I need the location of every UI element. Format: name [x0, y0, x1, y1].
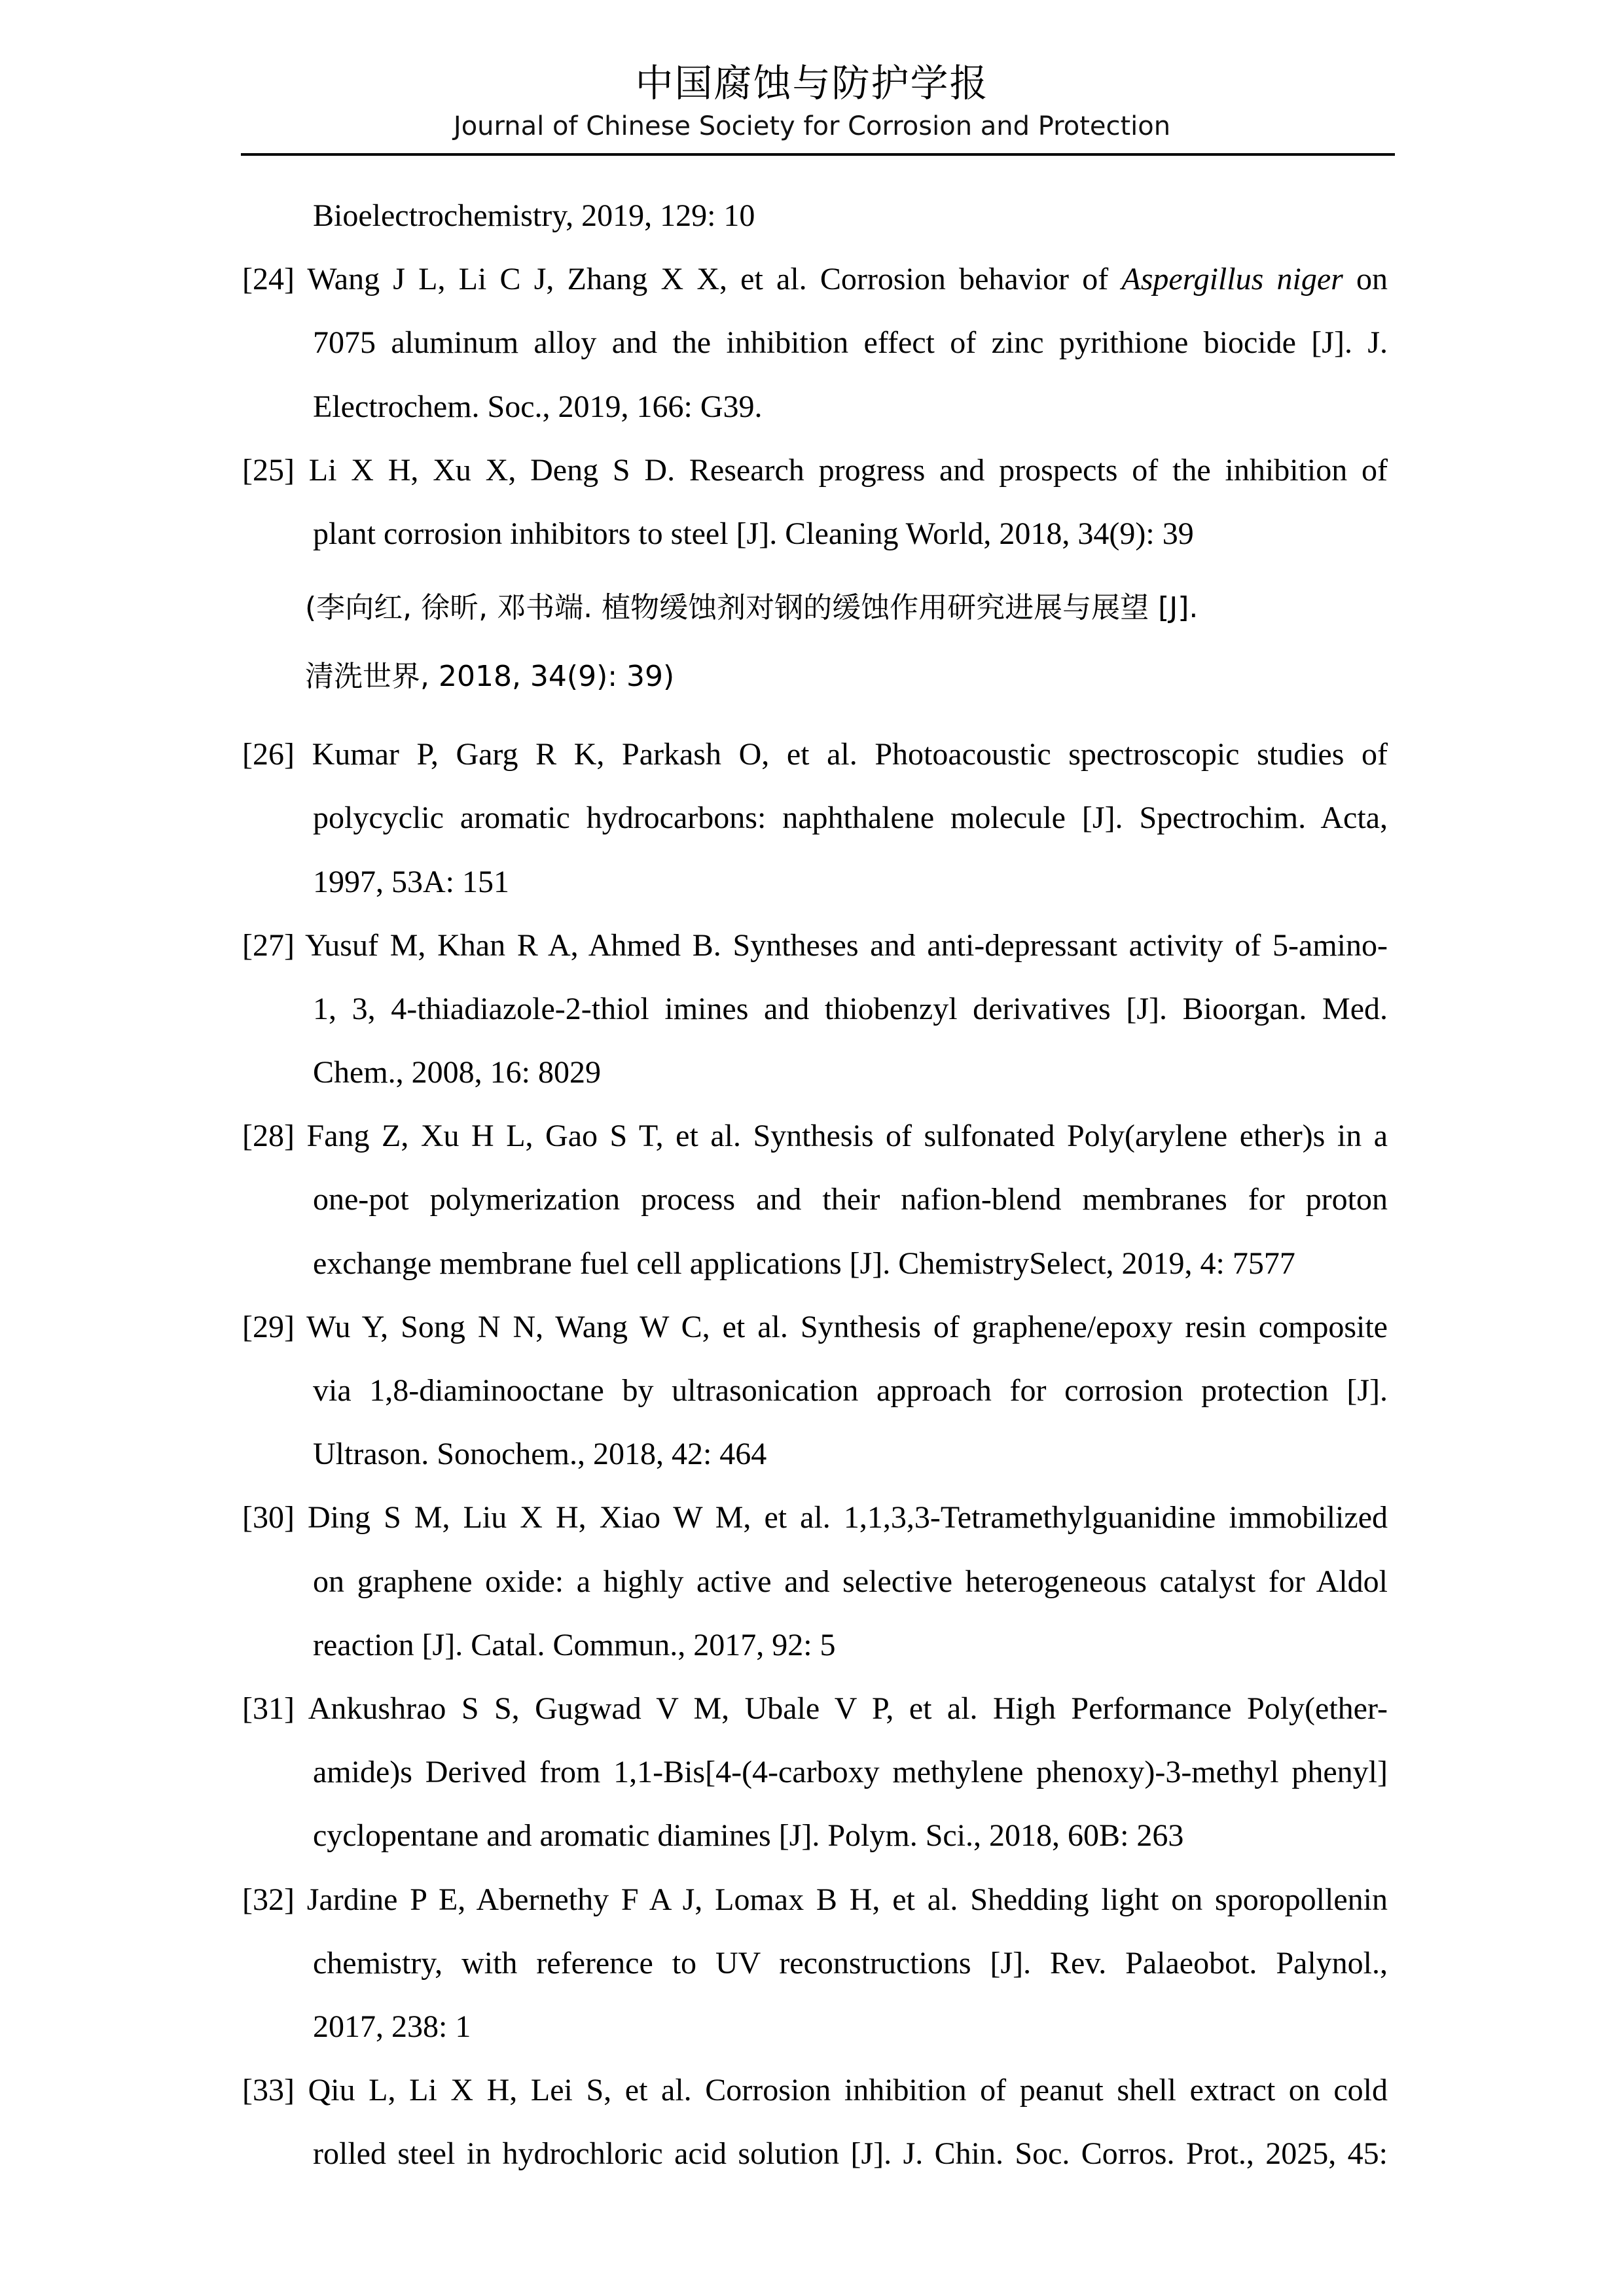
reference-text: Fang Z, Xu H L, Gao S T, et al. Synthesis of sulfonated Poly(arylene ether)s in a — [306, 1119, 1388, 1154]
reference-line: exchange membrane fuel cell applications [J]. ChemistrySelect, 2019, 4: 7577 — [313, 1246, 1295, 1281]
reference-line: chemistry, with reference to UV reconstructions [J]. Rev. Palaeobot. Palynol., — [313, 1945, 1388, 1981]
reference-text-cn: (李向红, 徐昕, 邓书端. 植物缓蚀剂对钢的缓蚀作用研究进展与展望 [J]. — [305, 591, 1199, 625]
reference-line: via 1,8-diaminooctane by ultrasonication approach for corrosion protection [J]. — [313, 1373, 1388, 1408]
reference-text-cn: 清洗世界, 2018, 34(9): 39) — [305, 660, 675, 694]
reference-line — [242, 1677, 1388, 1740]
reference-item-28 — [242, 1104, 1388, 1295]
reference-text: Ankushrao S S, Gugwad V M, Ubale V P, et al. High Performance Poly(ether- — [308, 1691, 1388, 1726]
reference-item-24 — [242, 247, 1388, 439]
reference-text: on — [1343, 262, 1388, 297]
reference-number: [24] — [242, 262, 295, 297]
reference-text: Wu Y, Song N N, Wang W C, et al. Synthesis of graphene/epoxy resin composite — [306, 1309, 1388, 1344]
header-divider — [241, 153, 1395, 156]
reference-line: cyclopentane and aromatic diamines [J]. Polym. Sci., 2018, 60B: 263 — [313, 1818, 1184, 1854]
reference-number: [29] — [242, 1309, 295, 1344]
reference-text: Jardine P E, Abernethy F A J, Lomax B H, et al. Shedding light on sporopollenin — [306, 1882, 1388, 1917]
reference-line — [242, 2058, 1388, 2122]
reference-item-27 — [242, 914, 1388, 1105]
reference-line: 1, 3, 4-thiadiazole-2-thiol imines and thiobenzyl derivatives [J]. Bioorgan. Med. — [313, 991, 1388, 1026]
journal-title-en: Journal of Chinese Society for Corrosion and Protection — [453, 111, 1171, 141]
reference-number: [33] — [242, 2073, 295, 2108]
reference-line: 1997, 53A: 151 — [313, 864, 509, 899]
reference-text: Kumar P, Garg R K, Parkash O, et al. Photoacoustic spectroscopic studies of — [312, 737, 1388, 772]
reference-line: Ultrason. Sonochem., 2018, 42: 464 — [313, 1437, 767, 1472]
reference-text: Wang J L, Li C J, Zhang X X, et al. Corrosion behavior of — [307, 262, 1122, 297]
reference-number: [31] — [242, 1691, 295, 1726]
journal-title-cn: 中国腐蚀与防护学报 — [635, 61, 989, 105]
reference-item-25 — [242, 439, 1388, 723]
reference-number: [32] — [242, 1882, 295, 1917]
reference-line — [242, 1104, 1388, 1168]
reference-number: [26] — [242, 737, 295, 772]
reference-item-26 — [242, 723, 1388, 914]
reference-line: polycyclic aromatic hydrocarbons: naphthalene molecule [J]. Spectrochim. Acta, — [313, 800, 1388, 836]
reference-line — [242, 914, 1388, 977]
reference-line: rolled steel in hydrochloric acid solution [J]. J. Chin. Soc. Corros. Prot., 2025, 45: — [313, 2136, 1388, 2172]
reference-line: amide)s Derived from 1,1-Bis[4-(4-carboxy methylene phenoxy)-3-methyl phenyl] — [313, 1755, 1388, 1790]
reference-line-cn — [242, 565, 1373, 651]
reference-line: Electrochem. Soc., 2019, 166: G39. — [313, 389, 763, 424]
reference-line — [242, 1486, 1388, 1549]
reference-line: Bioelectrochemistry, 2019, 129: 10 — [313, 198, 755, 233]
reference-line — [242, 1868, 1388, 1931]
reference-number: [30] — [242, 1500, 295, 1535]
reference-line — [242, 247, 1388, 311]
reference-item-29 — [242, 1295, 1388, 1486]
reference-text: Ding S M, Liu X H, Xiao W M, et al. 1,1,3,3-Tetramethylguanidine immobilized — [308, 1500, 1388, 1535]
reference-line: reaction [J]. Catal. Commun., 2017, 92: 5 — [313, 1627, 836, 1662]
reference-number: [28] — [242, 1119, 295, 1154]
reference-text: Yusuf M, Khan R A, Ahmed B. Syntheses and anti-depressant activity of 5-amino- — [304, 927, 1388, 963]
reference-line: 2017, 238: 1 — [313, 2009, 471, 2044]
reference-line — [242, 1295, 1388, 1359]
reference-text: Qiu L, Li X H, Lei S, et al. Corrosion inhibition of peanut shell extract on cold — [308, 2073, 1388, 2108]
reference-number: [27] — [242, 927, 295, 963]
reference-text: Li X H, Xu X, Deng S D. Research progress and prospects of the inhibition of — [308, 452, 1388, 488]
species-name: Aspergillus niger — [1121, 262, 1343, 297]
reference-item-33 — [242, 2058, 1388, 2185]
reference-line: on graphene oxide: a highly active and selective heterogeneous catalyst for Aldol — [313, 1564, 1388, 1599]
reference-line — [242, 723, 1388, 786]
reference-line: 7075 aluminum alloy and the inhibition effect of zinc pyrithione biocide [J]. J. — [313, 325, 1388, 361]
reference-item-30 — [242, 1486, 1388, 1677]
reference-number: [25] — [242, 452, 295, 488]
reference-line: Chem., 2008, 16: 8029 — [313, 1055, 601, 1090]
reference-line: plant corrosion inhibitors to steel [J]. Cleaning World, 2018, 34(9): 39 — [313, 516, 1194, 551]
reference-23-continuation — [242, 184, 1388, 247]
reference-line-cn — [242, 651, 1388, 723]
reference-list — [242, 184, 1388, 2185]
reference-line: one-pot polymerization process and their nafion-blend membranes for proton — [313, 1182, 1388, 1217]
reference-item-32 — [242, 1868, 1388, 2059]
reference-item-31 — [242, 1677, 1388, 1868]
reference-line — [242, 439, 1388, 502]
